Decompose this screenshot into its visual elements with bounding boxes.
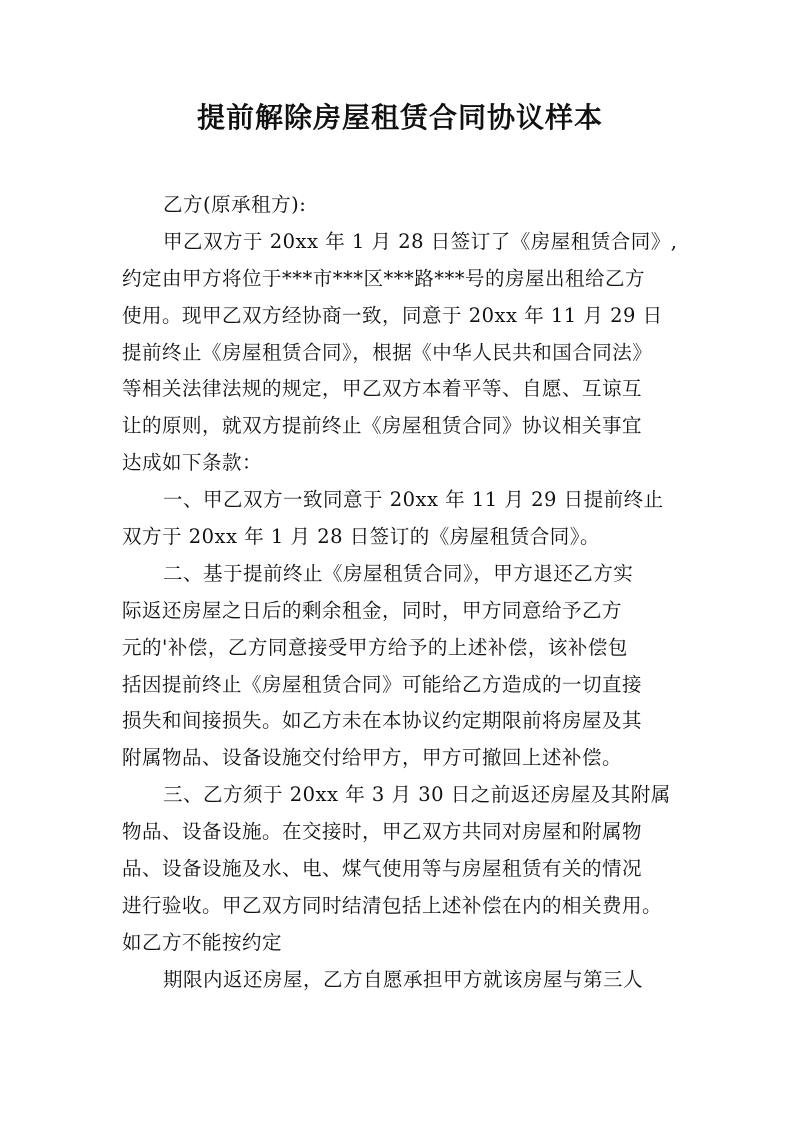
body-line: 二、基于提前终止《房屋租赁合同》，甲方退还乙方实	[163, 561, 634, 585]
body-line: 双方于 20xx 年 1 月 28 日签订的《房屋租赁合同》。	[122, 525, 600, 549]
document-title: 提前解除房屋租赁合同协议样本	[196, 101, 603, 134]
document-body	[122, 187, 687, 999]
body-line: 物品、设备设施。在交接时，甲乙双方共同对房屋和附属物	[122, 820, 643, 844]
body-line: 如乙方不能按约定	[122, 930, 283, 954]
body-line: 损失和间接损失。如乙方未在本协议约定期限前将房屋及其	[122, 709, 643, 733]
body-line: 等相关法律法规的规定，甲乙双方本着平等、自愿、互谅互	[122, 377, 643, 401]
body-line: 附属物品、设备设施交付给甲方，甲方可撤回上述补偿。	[122, 746, 623, 770]
body-line: 括因提前终止《房屋租赁合同》可能给乙方造成的一切直接	[122, 672, 643, 696]
body-line: 品、设备设施及水、电、煤气使用等与房屋租赁有关的情况	[122, 857, 643, 881]
body-line: 乙方(原承租方):	[163, 193, 307, 216]
body-line: 元的'补偿，乙方同意接受甲方给予的上述补偿，该补偿包	[122, 635, 628, 659]
body-line: 甲乙双方于 20xx 年 1 月 28 日签订了《房屋租赁合同》,	[163, 229, 678, 253]
body-line: 一、甲乙双方一致同意于 20xx 年 11 月 29 日提前终止	[163, 488, 664, 512]
body-line: 达成如下条款：	[122, 451, 263, 475]
body-line: 使用。现甲乙双方经协商一致，同意于 20xx 年 11 月 29 日	[122, 303, 663, 327]
body-line: 际返还房屋之日后的剩余租金，同时，甲方同意给予乙方	[122, 598, 623, 622]
body-line: 期限内返还房屋，乙方自愿承担甲方就该房屋与第三人	[163, 967, 644, 991]
body-line: 约定由甲方将位于***市***区***路***号的房屋出租给乙方	[122, 266, 646, 290]
body-line: 提前终止《房屋租赁合同》，根据《中华人民共和国合同法》	[122, 340, 653, 364]
body-line: 进行验收。甲乙双方同时结清包括上述补偿在内的相关费用。	[122, 893, 663, 917]
body-line: 三、乙方须于 20xx 年 3 月 30 日之前返还房屋及其附属	[163, 783, 671, 807]
body-line: 让的原则，就双方提前终止《房屋租赁合同》协议相关事宜	[122, 414, 643, 438]
